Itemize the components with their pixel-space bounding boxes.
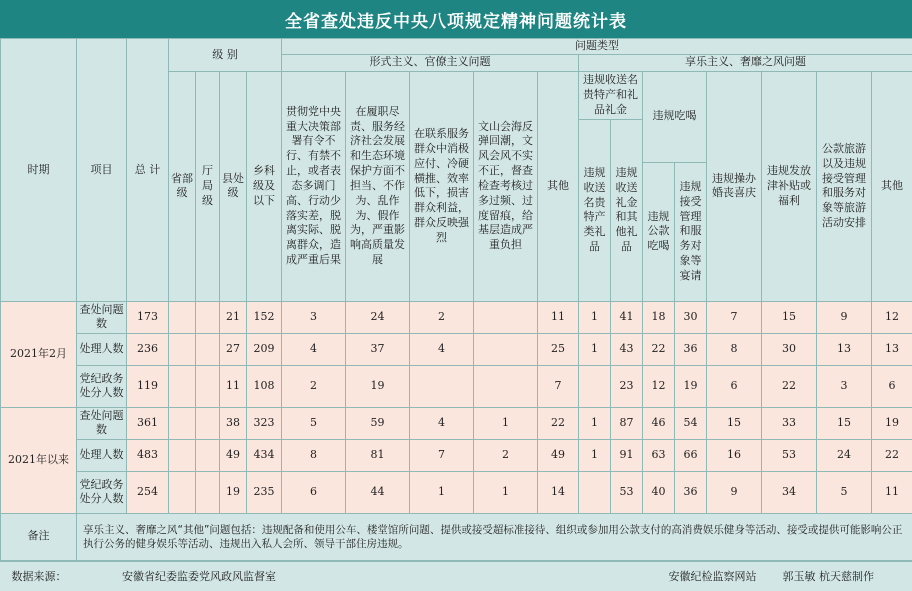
hedonism-cell: 13 xyxy=(817,333,872,365)
header-dining-banquet: 违规接受管理和服务对象等宴请 xyxy=(675,162,707,301)
formalism-cell: 59 xyxy=(346,407,410,439)
hedonism-cell: 15 xyxy=(707,407,762,439)
header-formalism-col-2: 在履职尽责、服务经济社会发展和生态环境保护方面不担当、不作为、乱作为、假作为，严重影响高质量发展 xyxy=(346,71,410,301)
hedonism-cell: 19 xyxy=(675,365,707,407)
header-hedonism-wedding: 违规操办婚丧喜庆 xyxy=(707,71,762,301)
item-cell: 处理人数 xyxy=(77,333,127,365)
formalism-cell: 1 xyxy=(474,407,538,439)
hedonism-cell: 18 xyxy=(643,301,675,333)
header-formalism-col-3: 在联系服务群众中消极应付、冷硬横推、效率低下，损害群众利益，群众反映强烈 xyxy=(410,71,474,301)
level-cell xyxy=(196,365,220,407)
header-hedonism-tourism: 公款旅游以及违规接受管理和服务对象等旅游活动安排 xyxy=(817,71,872,301)
hedonism-cell: 15 xyxy=(817,407,872,439)
header-level-province: 省部级 xyxy=(169,71,196,301)
hedonism-cell: 41 xyxy=(611,301,643,333)
header-hedonism-group: 享乐主义、奢靡之风问题 xyxy=(579,54,912,71)
formalism-cell: 2 xyxy=(410,301,474,333)
level-cell: 27 xyxy=(220,333,247,365)
level-cell xyxy=(169,407,196,439)
formalism-cell xyxy=(410,365,474,407)
formalism-cell: 81 xyxy=(346,439,410,471)
formalism-cell: 2 xyxy=(282,365,346,407)
formalism-cell: 1 xyxy=(410,471,474,513)
item-cell: 党纪政务处分人数 xyxy=(77,365,127,407)
hedonism-cell: 91 xyxy=(611,439,643,471)
hedonism-cell: 34 xyxy=(762,471,817,513)
header-item: 项目 xyxy=(77,39,127,302)
header-gift-group: 违规收送名贵特产和礼品礼金 xyxy=(579,71,643,119)
level-cell xyxy=(196,407,220,439)
header-gift-money: 违规收送礼金和其他礼品 xyxy=(611,119,643,301)
formalism-cell: 22 xyxy=(538,407,579,439)
level-cell xyxy=(169,365,196,407)
formalism-cell: 8 xyxy=(282,439,346,471)
formalism-cell: 2 xyxy=(474,439,538,471)
level-cell xyxy=(169,333,196,365)
hedonism-cell: 66 xyxy=(675,439,707,471)
formalism-cell: 49 xyxy=(538,439,579,471)
header-formalism-group: 形式主义、官僚主义问题 xyxy=(282,54,579,71)
header-hedonism-subsidy: 违规发放津补贴或福利 xyxy=(762,71,817,301)
level-cell: 209 xyxy=(247,333,282,365)
formalism-cell: 14 xyxy=(538,471,579,513)
level-cell: 38 xyxy=(220,407,247,439)
hedonism-cell: 30 xyxy=(675,301,707,333)
formalism-cell xyxy=(474,301,538,333)
total-cell: 483 xyxy=(127,439,169,471)
header-formalism-other: 其他 xyxy=(538,71,579,301)
hedonism-cell: 1 xyxy=(579,407,611,439)
header-formalism-col-1: 贯彻党中央重大决策部署有令不行、有禁不止，或者表态多调门高、行动少落实差，脱离实际、脱离群众，造成严重后果 xyxy=(282,71,346,301)
level-cell: 235 xyxy=(247,471,282,513)
total-cell: 254 xyxy=(127,471,169,513)
formalism-cell: 25 xyxy=(538,333,579,365)
formalism-cell: 4 xyxy=(410,407,474,439)
period-cell: 2021年以来 xyxy=(1,407,77,513)
table-body xyxy=(1,301,912,513)
hedonism-cell: 1 xyxy=(579,301,611,333)
hedonism-cell: 5 xyxy=(817,471,872,513)
total-cell: 119 xyxy=(127,365,169,407)
table-row xyxy=(1,407,912,439)
item-cell: 查处问题数 xyxy=(77,407,127,439)
hedonism-cell: 46 xyxy=(643,407,675,439)
hedonism-cell: 12 xyxy=(872,301,912,333)
hedonism-cell: 33 xyxy=(762,407,817,439)
header-dining-group: 违规吃喝 xyxy=(643,71,707,162)
formalism-cell: 7 xyxy=(538,365,579,407)
hedonism-cell xyxy=(579,471,611,513)
hedonism-cell: 43 xyxy=(611,333,643,365)
formalism-cell xyxy=(474,333,538,365)
remark-text: 享乐主义、奢靡之风“其他”问题包括：违规配备和使用公车、楼堂馆所问题、提供或接受超标准接待、组织或参加用公款支付的高消费娱乐健身等活动、接受或提供可能影响公正执行公务的健身娱乐等活动、违规出入私人会所、领导干部住房违规。 xyxy=(77,513,912,560)
period-cell: 2021年2月 xyxy=(1,301,77,407)
level-cell: 19 xyxy=(220,471,247,513)
header-gift-specialty: 违规收送名贵特产类礼品 xyxy=(579,119,611,301)
item-cell: 查处问题数 xyxy=(77,301,127,333)
hedonism-cell: 12 xyxy=(643,365,675,407)
formalism-cell: 24 xyxy=(346,301,410,333)
data-source-row xyxy=(0,561,912,591)
header-level-group: 级 别 xyxy=(169,39,282,72)
level-cell: 11 xyxy=(220,365,247,407)
level-cell xyxy=(196,439,220,471)
hedonism-cell: 9 xyxy=(707,471,762,513)
hedonism-cell: 40 xyxy=(643,471,675,513)
hedonism-cell: 9 xyxy=(817,301,872,333)
table-row xyxy=(1,471,912,513)
table-title: 全省查处违反中央八项规定精神问题统计表 xyxy=(0,0,912,38)
header-level-bureau: 厅局级 xyxy=(196,71,220,301)
hedonism-cell: 1 xyxy=(579,439,611,471)
item-cell: 处理人数 xyxy=(77,439,127,471)
level-cell: 21 xyxy=(220,301,247,333)
source-label: 数据来源： xyxy=(0,568,78,584)
hedonism-cell: 19 xyxy=(872,407,912,439)
hedonism-cell: 36 xyxy=(675,471,707,513)
hedonism-cell: 22 xyxy=(872,439,912,471)
header-level-township: 乡科级及以下 xyxy=(247,71,282,301)
level-cell xyxy=(196,333,220,365)
header-problem-type: 问题类型 xyxy=(282,39,912,55)
formalism-cell: 4 xyxy=(282,333,346,365)
formalism-cell: 6 xyxy=(282,471,346,513)
level-cell: 108 xyxy=(247,365,282,407)
level-cell: 434 xyxy=(247,439,282,471)
level-cell: 49 xyxy=(220,439,247,471)
hedonism-cell: 3 xyxy=(817,365,872,407)
level-cell xyxy=(169,471,196,513)
hedonism-cell: 22 xyxy=(643,333,675,365)
formalism-cell: 5 xyxy=(282,407,346,439)
hedonism-cell: 36 xyxy=(675,333,707,365)
total-cell: 236 xyxy=(127,333,169,365)
source-authors: 郭玉敏 杭天慈制作 xyxy=(783,568,875,584)
formalism-cell: 37 xyxy=(346,333,410,365)
hedonism-cell: 11 xyxy=(872,471,912,513)
hedonism-cell: 22 xyxy=(762,365,817,407)
hedonism-cell: 53 xyxy=(762,439,817,471)
hedonism-cell: 16 xyxy=(707,439,762,471)
source-org: 安徽省纪委监委党风政风监督室 xyxy=(122,568,276,584)
table-row xyxy=(1,439,912,471)
formalism-cell xyxy=(474,365,538,407)
formalism-cell: 19 xyxy=(346,365,410,407)
total-cell: 173 xyxy=(127,301,169,333)
hedonism-cell: 1 xyxy=(579,333,611,365)
table-row xyxy=(1,301,912,333)
level-cell xyxy=(196,471,220,513)
hedonism-cell: 6 xyxy=(872,365,912,407)
level-cell xyxy=(169,439,196,471)
header-hedonism-other: 其他 xyxy=(872,71,912,301)
table-row xyxy=(1,333,912,365)
table-row xyxy=(1,365,912,407)
hedonism-cell: 24 xyxy=(817,439,872,471)
remark-label: 备注 xyxy=(1,513,77,560)
header-dining-public: 违规公款吃喝 xyxy=(643,162,675,301)
source-website: 安徽纪检监察网站 xyxy=(669,568,757,584)
level-cell: 152 xyxy=(247,301,282,333)
level-cell: 323 xyxy=(247,407,282,439)
hedonism-cell: 53 xyxy=(611,471,643,513)
formalism-cell: 4 xyxy=(410,333,474,365)
formalism-cell: 1 xyxy=(474,471,538,513)
hedonism-cell: 63 xyxy=(643,439,675,471)
hedonism-cell: 23 xyxy=(611,365,643,407)
level-cell xyxy=(196,301,220,333)
hedonism-cell xyxy=(579,365,611,407)
hedonism-cell: 87 xyxy=(611,407,643,439)
header-level-county: 县处级 xyxy=(220,71,247,301)
item-cell: 党纪政务处分人数 xyxy=(77,471,127,513)
total-cell: 361 xyxy=(127,407,169,439)
header-total: 总 计 xyxy=(127,39,169,302)
formalism-cell: 3 xyxy=(282,301,346,333)
formalism-cell: 7 xyxy=(410,439,474,471)
hedonism-cell: 8 xyxy=(707,333,762,365)
hedonism-cell: 15 xyxy=(762,301,817,333)
hedonism-cell: 30 xyxy=(762,333,817,365)
hedonism-cell: 7 xyxy=(707,301,762,333)
statistics-table xyxy=(0,38,912,561)
header-period: 时期 xyxy=(1,39,77,302)
formalism-cell: 11 xyxy=(538,301,579,333)
hedonism-cell: 54 xyxy=(675,407,707,439)
level-cell xyxy=(169,301,196,333)
hedonism-cell: 13 xyxy=(872,333,912,365)
formalism-cell: 44 xyxy=(346,471,410,513)
header-formalism-col-4: 文山会海反弹回潮，文风会风不实不正，督查检查考核过多过频、过度留痕，给基层造成严重负担 xyxy=(474,71,538,301)
hedonism-cell: 6 xyxy=(707,365,762,407)
